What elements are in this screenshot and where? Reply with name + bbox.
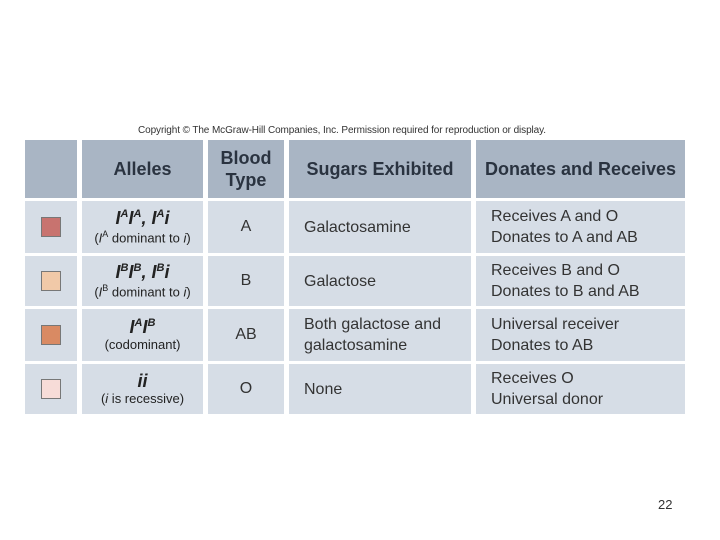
sugars-value: Galactosamine (289, 201, 471, 253)
swatch-cell (25, 201, 77, 253)
color-swatch (41, 217, 61, 237)
page-number: 22 (658, 497, 673, 512)
allele-cell (82, 201, 203, 253)
color-swatch (41, 379, 61, 399)
genotype: $I^AI^A$, $I^Ai$ (115, 208, 170, 229)
copyright-notice: Copyright © The McGraw-Hill Companies, Inc. Permission required for reproduction or display. (138, 125, 546, 136)
genotype: ii (137, 371, 148, 392)
header-blood-type: Blood Type (208, 140, 284, 198)
header-corner-cell (25, 140, 77, 198)
donates-value: Universal receiver Donates to AB (476, 309, 685, 361)
color-swatch (41, 325, 61, 345)
donates-value: Receives A and O Donates to A and AB (476, 201, 685, 253)
header-donates: Donates and Receives (476, 140, 685, 198)
blood-type-value: A (208, 201, 284, 253)
swatch-cell (25, 364, 77, 414)
donates-value: Receives B and O Donates to B and AB (476, 256, 685, 306)
allele-cell (82, 309, 203, 361)
sugars-value: Galactose (289, 256, 471, 306)
blood-type-value: AB (208, 309, 284, 361)
dominance-note: (i is recessive) (100, 390, 185, 406)
blood-type-table (25, 140, 685, 414)
swatch-cell (25, 309, 77, 361)
color-swatch (41, 271, 61, 291)
blood-type-value: B (208, 256, 284, 306)
allele-cell (82, 364, 203, 414)
swatch-cell (25, 256, 77, 306)
dominance-note: ($I^B$ dominant to i) (94, 282, 191, 300)
genotype: $I^AI^B$ (129, 317, 156, 338)
sugars-value: None (289, 364, 471, 414)
allele-cell (82, 256, 203, 306)
blood-type-value: O (208, 364, 284, 414)
dominance-note: (codominant) (104, 336, 181, 352)
header-sugars: Sugars Exhibited (289, 140, 471, 198)
donates-value: Receives O Universal donor (476, 364, 685, 414)
sugars-value: Both galactose and galactosamine (289, 309, 471, 361)
genotype: $I^BI^B$, $I^Bi$ (115, 262, 170, 283)
header-alleles: Alleles (82, 140, 203, 198)
dominance-note: ($I^A$ dominant to i) (94, 228, 191, 246)
